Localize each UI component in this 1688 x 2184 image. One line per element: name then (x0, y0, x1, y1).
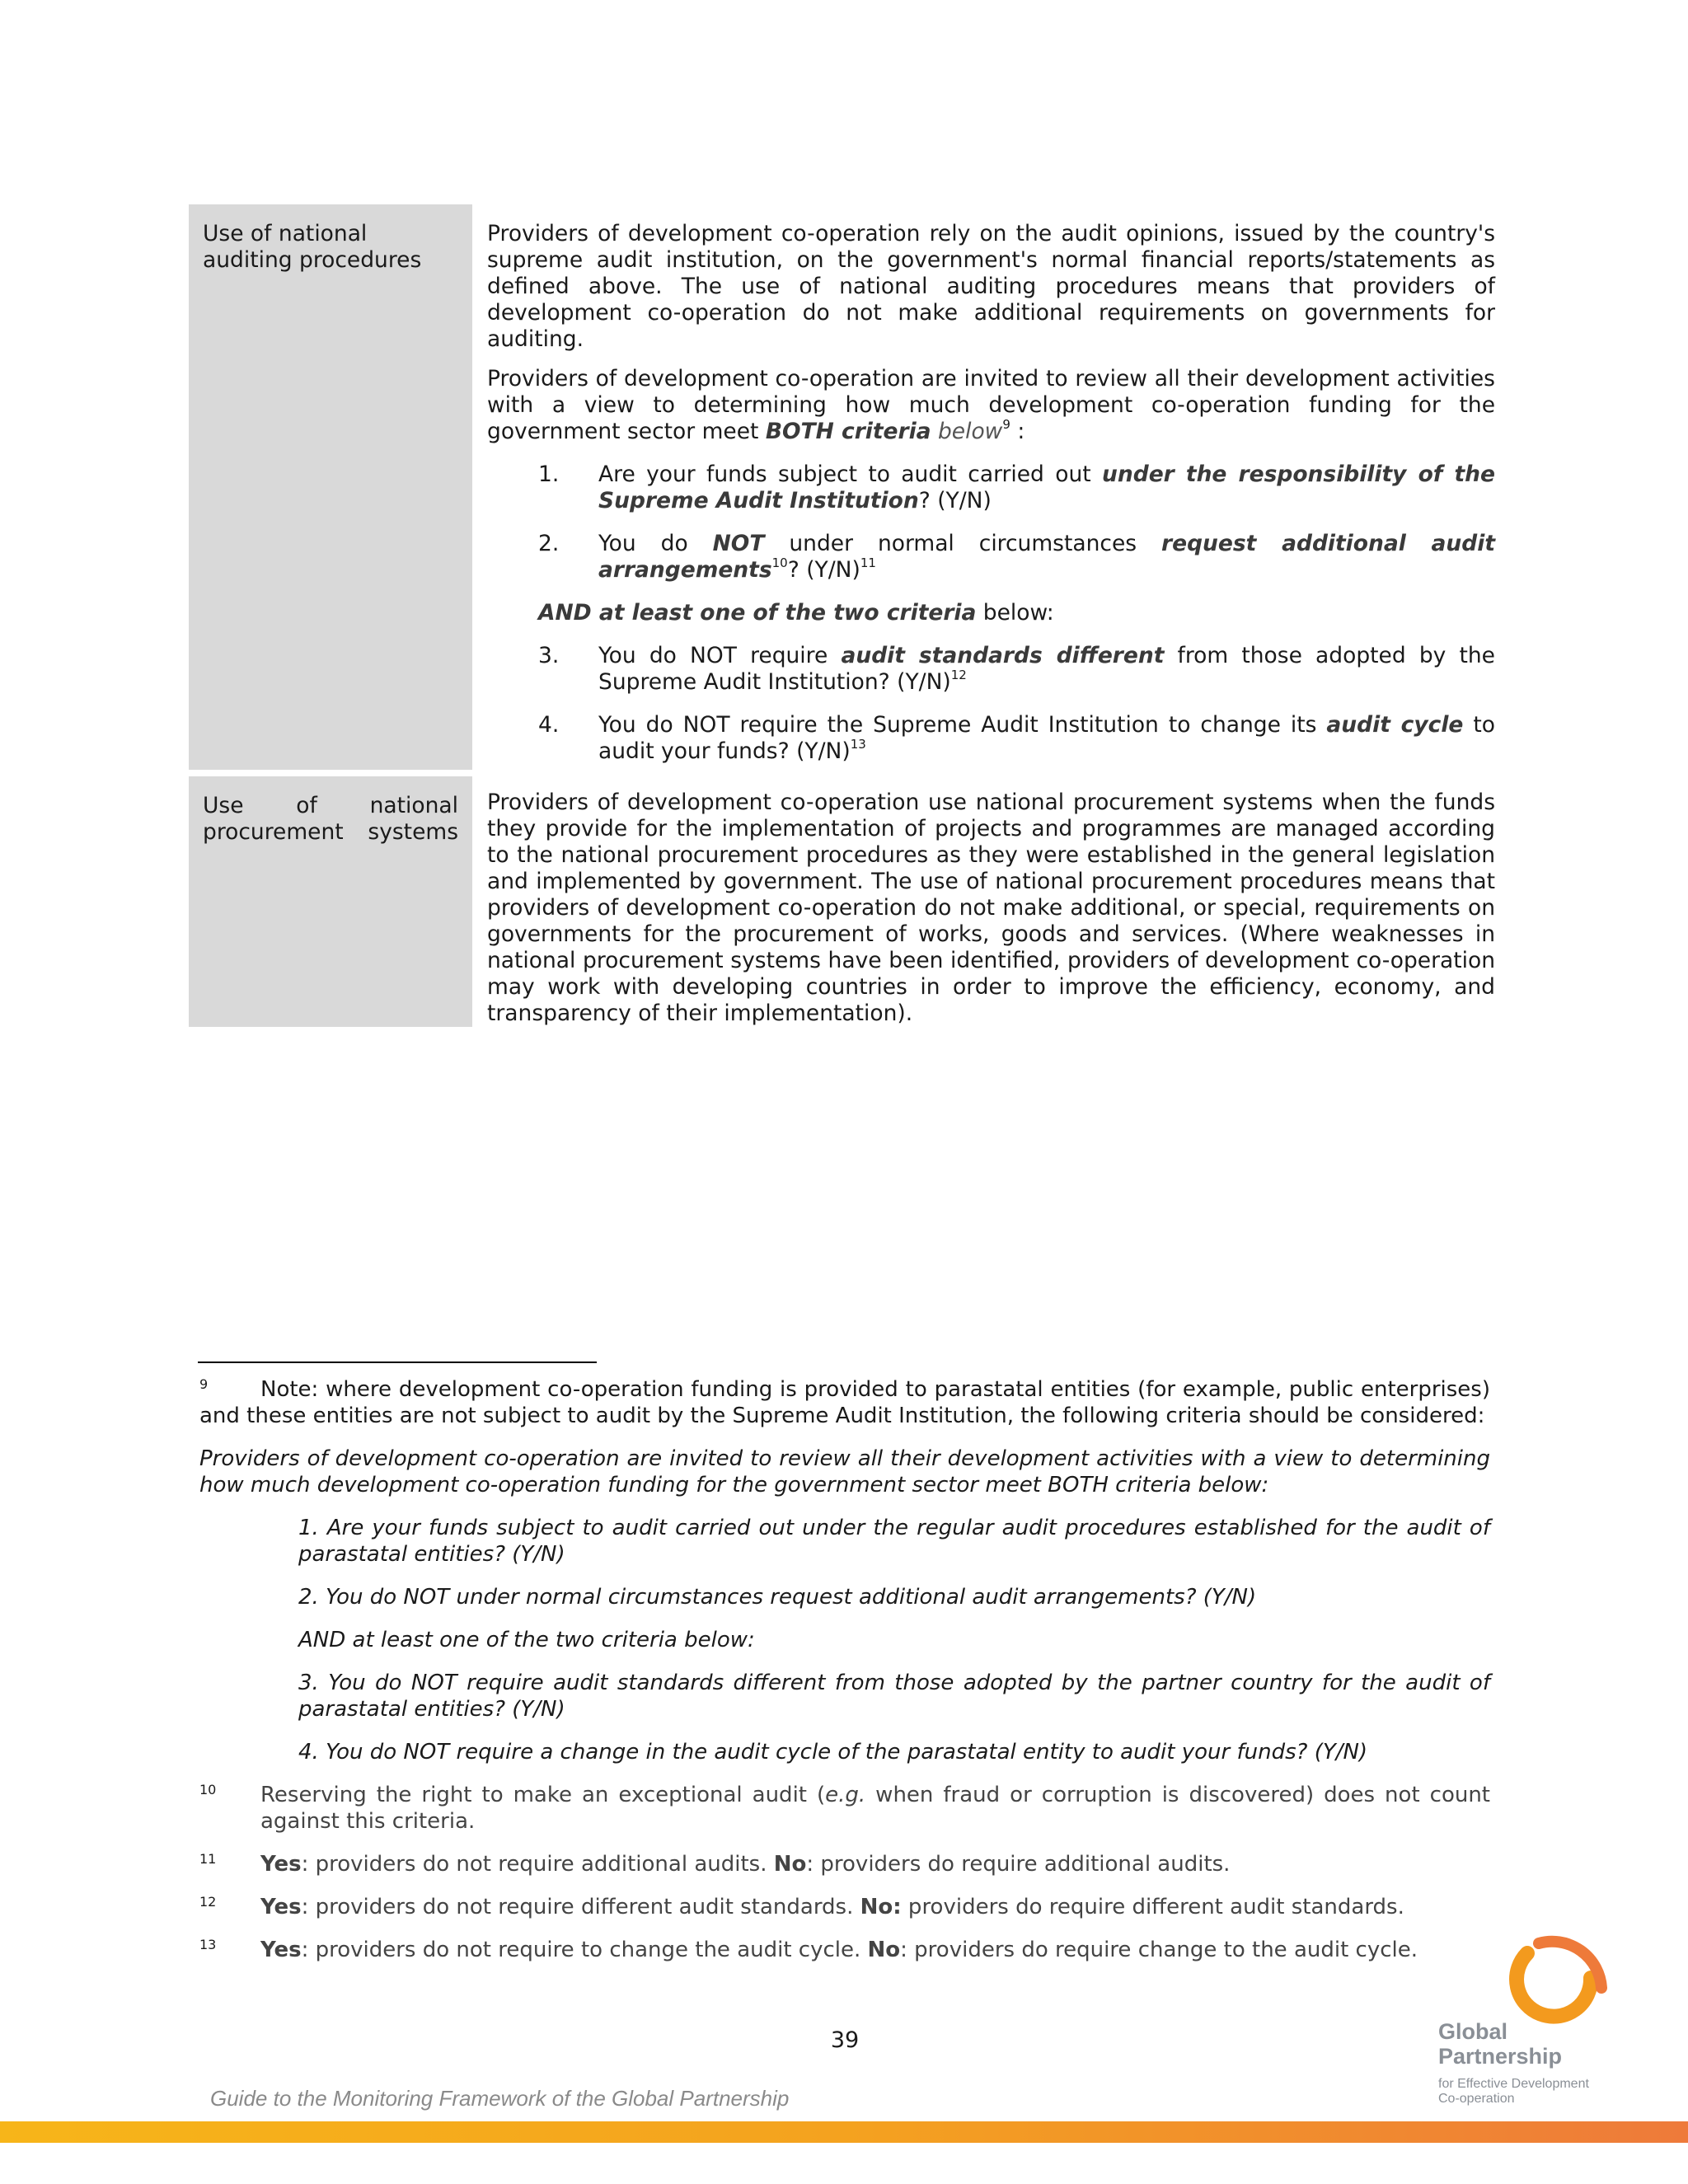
yes-text: : providers do not require to change the audit cycle. (301, 1938, 868, 1962)
footnote-9-body: Note: where development co-operation funding is provided to parastatal entities (for example, public enterprises) and these entities are not subject to audit by the Supreme Audit Institution, the following criteria should be considered: (199, 1377, 1490, 1428)
procurement-label: Use of national procurement systems (203, 793, 458, 845)
footnote-9-item-1: 1. Are your funds subject to audit carried out under the regular audit procedures established for the audit of parastatal entities? (Y/N) (298, 1516, 1490, 1567)
below-text: below (931, 419, 1003, 444)
row-label-auditing (189, 204, 472, 773)
footnote-number: 13 (199, 1937, 217, 1952)
fn10-pre: Reserving the right to make an exceptional audit ( (260, 1783, 826, 1807)
logo-line-4: Co-operation (1438, 2092, 1515, 2106)
row-content-procurement (472, 773, 1503, 1027)
logo-line-3: for Effective Development (1438, 2077, 1589, 2091)
footnote-10 (199, 1782, 1490, 1835)
criterion-1 (487, 462, 1495, 514)
c4-emphasis: audit cycle (1326, 712, 1464, 738)
logo-wordmark (1438, 2019, 1562, 2069)
row-content-auditing (472, 204, 1503, 773)
running-footer-title: Guide to the Monitoring Framework of the Global Partnership (210, 2086, 790, 2111)
c4-pre: You do NOT require the Supreme Audit Institution to change its (598, 712, 1327, 738)
criterion-number: 4. (538, 712, 560, 738)
c1-emphasis: under the responsibility of the Supreme Audit Institution (598, 462, 1495, 513)
logo-line-1: Global (1438, 2019, 1508, 2044)
footnote-separator (198, 1361, 597, 1363)
yes-label: Yes (260, 1895, 302, 1919)
no-label: No (867, 1938, 901, 1962)
footnote-9 (199, 1376, 1490, 1765)
fn10-post: when fraud or corruption is discovered) does not count against this criteria. (260, 1783, 1490, 1834)
fn10-eg: e.g. (825, 1783, 866, 1807)
footnote-9-item-3: 3. You do NOT require audit standards different from those adopted by the partner country for the audit of parastatal entities? (Y/N) (298, 1671, 1490, 1722)
and-emphasis: AND at least one of the two criteria (538, 600, 977, 626)
c2-pre: You do (598, 531, 713, 556)
footnote-ref-11[interactable]: 11 (860, 555, 876, 570)
page-number: 39 (830, 2027, 860, 2053)
criterion-4 (487, 712, 1495, 765)
table-row-procurement (189, 773, 1503, 1027)
footnote-9-and-line: AND at least one of the two criteria below: (298, 1628, 755, 1652)
and-post: below: (976, 600, 1054, 626)
criterion-2 (487, 531, 1495, 583)
footnote-ref-13[interactable]: 13 (850, 737, 866, 752)
both-criteria-emphasis: BOTH criteria (765, 419, 931, 444)
criteria-table (189, 204, 1503, 1027)
footnote-12-text (260, 1894, 1490, 1920)
footnote-9-item-2: 2. You do NOT under normal circumstances request additional audit arrangements? (Y/N) (298, 1585, 1257, 1610)
no-text: : providers do require change to the audit cycle. (900, 1938, 1418, 1962)
yes-label: Yes (260, 1852, 302, 1877)
c1-post: ? (Y/N) (918, 488, 992, 513)
yes-text: : providers do not require different audit standards. (301, 1895, 860, 1919)
footnote-ref-10[interactable]: 10 (771, 555, 788, 570)
criterion-text (598, 643, 1495, 696)
c2-post: ? (Y/N) (787, 557, 860, 583)
no-label: No (773, 1852, 807, 1877)
no-text: providers do require different audit standards. (901, 1895, 1404, 1919)
footnotes (199, 1376, 1490, 1963)
no-text: : providers do require additional audits. (806, 1852, 1231, 1877)
colon-text: : (1010, 419, 1025, 444)
and-at-least-line (487, 600, 1495, 626)
footnote-number: 10 (199, 1782, 217, 1797)
footnote-12 (199, 1894, 1490, 1920)
footnote-10-text (260, 1782, 1490, 1835)
footnote-number: 9 (199, 1376, 209, 1392)
footnote-ref-9[interactable]: 9 (1002, 417, 1010, 432)
footnote-11-text (260, 1851, 1490, 1877)
criterion-text (598, 462, 1495, 514)
footnote-9-intro: Providers of development co-operation are invited to review all their development activities with a view to determining how much development co-operation funding for the government sector meet BOTH criteria below: (199, 1446, 1490, 1497)
footnote-13-text (260, 1937, 1490, 1963)
criterion-text (598, 531, 1495, 583)
footnote-9-item-4: 4. You do NOT require a change in the audit cycle of the parastatal entity to audit your funds? (Y/N) (298, 1740, 1368, 1765)
footnote-number: 11 (199, 1851, 217, 1867)
c4-post: to audit your funds? (Y/N) (598, 712, 1495, 764)
auditing-label: Use of national auditing procedures (203, 221, 422, 273)
c2-not: NOT (712, 531, 765, 556)
yes-label: Yes (260, 1938, 302, 1962)
footnote-11 (199, 1851, 1490, 1877)
c2-emphasis: request additional audit arrangements (598, 531, 1496, 583)
auditing-definition: Providers of development co-operation rely on the audit opinions, issued by the country's supreme audit institution, on the government's normal financial reports/statements as defined above. The use of national auditing procedures means that providers of development co-operation do not make additional requirements on governments for auditing. (487, 221, 1495, 352)
criterion-text (598, 712, 1495, 765)
criterion-number: 3. (538, 643, 560, 668)
c3-post: from those adopted by the Supreme Audit Institution? (Y/N) (598, 643, 1495, 695)
procurement-definition: Providers of development co-operation use national procurement systems when the funds they provide for the implementation of projects and programmes are managed according to the national procurement procedures as they were established in the general legislation and implemented by government. The use of national procurement procedures means that providers of development co-operation do not make additional, or special, requirements on governments for the procurement of works, goods and services. (Where weaknesses in national procurement systems have been identified, providers of development co-operation may work with developing countries in order to improve the efficiency, economy, and transparency of their implementation). (487, 790, 1495, 1026)
c1-pre: Are your funds subject to audit carried out (598, 462, 1102, 487)
auditing-invitation (487, 366, 1495, 445)
criterion-number: 2. (538, 531, 560, 556)
c2-mid: under normal circumstances (764, 531, 1162, 556)
table-row-auditing (189, 204, 1503, 773)
footnote-9-text (199, 1376, 1490, 1429)
invitation-text: Providers of development co-operation are invited to review all their development activities with a view to determining how much development co-operation funding for the government sector meet (487, 366, 1495, 444)
footnote-number: 12 (199, 1894, 217, 1910)
footnote-13 (199, 1937, 1490, 1963)
criterion-number: 1. (538, 462, 560, 487)
yes-text: : providers do not require additional audits. (301, 1852, 774, 1877)
logo-line-2: Partnership (1438, 2044, 1563, 2069)
footer-color-bar (0, 2121, 1688, 2143)
c3-pre: You do NOT require (598, 643, 842, 668)
logo-tagline (1438, 2077, 1589, 2107)
no-label: No: (860, 1895, 902, 1919)
row-label-procurement (189, 773, 472, 1027)
c3-emphasis: audit standards different (841, 643, 1165, 668)
footnote-ref-12[interactable]: 12 (950, 668, 967, 682)
criterion-3 (487, 643, 1495, 696)
